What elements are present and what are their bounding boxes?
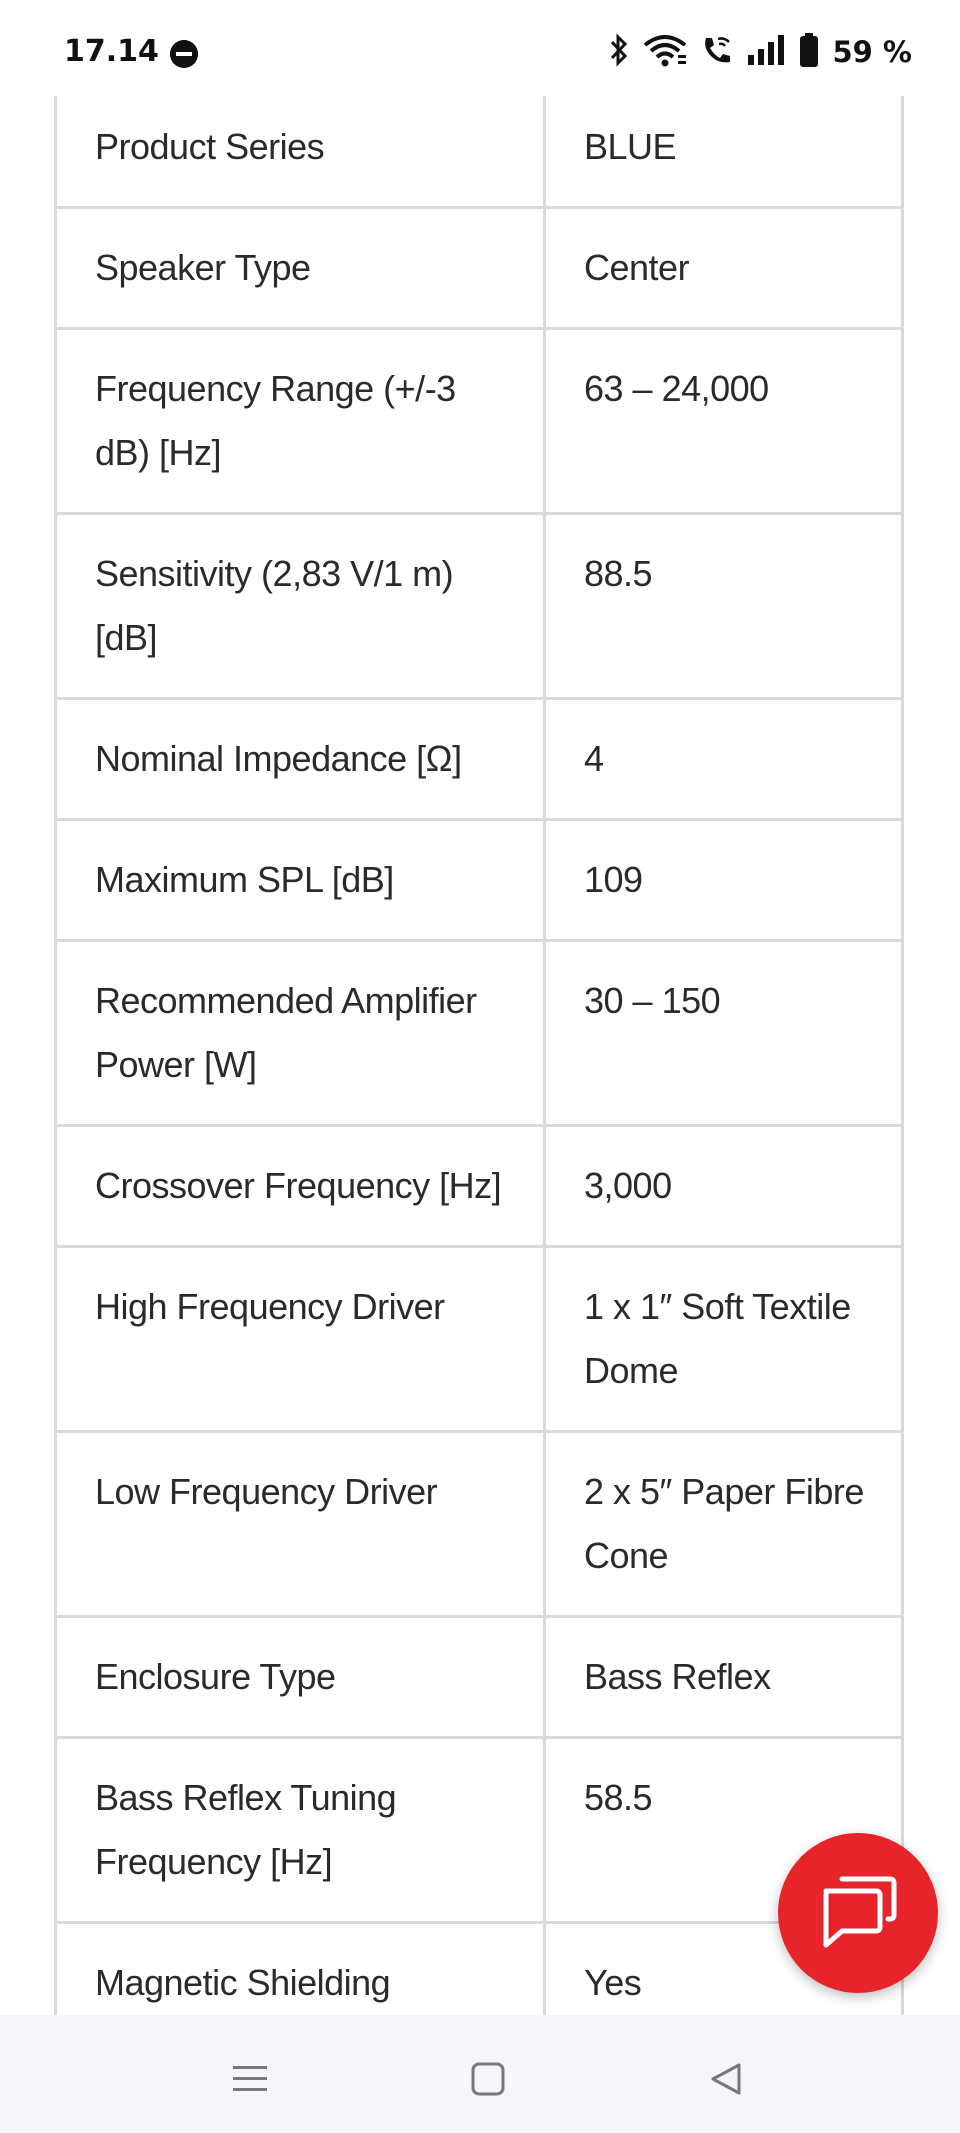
bluetooth-icon xyxy=(608,33,630,72)
spec-label: Speaker Type xyxy=(56,208,545,329)
table-row xyxy=(56,96,903,208)
spec-value: Center xyxy=(545,208,903,329)
wifi-icon xyxy=(642,33,688,72)
spec-value: 1 x 1″ Soft Textile Dome xyxy=(545,1247,903,1432)
back-icon[interactable] xyxy=(696,2049,756,2109)
table-row xyxy=(56,1617,903,1738)
wifi-calling-icon xyxy=(700,33,734,72)
menu-icon[interactable] xyxy=(220,2049,280,2109)
spec-value: 109 xyxy=(545,820,903,941)
navigation-bar xyxy=(0,2015,960,2133)
spec-label: Maximum SPL [dB] xyxy=(56,820,545,941)
table-row xyxy=(56,699,903,820)
spec-label: Low Frequency Driver xyxy=(56,1432,545,1617)
spec-value: 30 – 150 xyxy=(545,941,903,1126)
spec-label: Bass Reflex Tuning Frequency [Hz] xyxy=(56,1738,545,1923)
do-not-disturb-icon xyxy=(170,40,198,68)
spec-value: 58.5 xyxy=(545,1738,903,1923)
table-row xyxy=(56,329,903,514)
battery-level: 59 % xyxy=(832,35,912,69)
table-row xyxy=(56,1126,903,1247)
spec-label: Product Series xyxy=(56,96,545,208)
table-row xyxy=(56,514,903,699)
specifications-table xyxy=(54,96,904,2065)
spec-value: 88.5 xyxy=(545,514,903,699)
status-bar xyxy=(0,0,960,96)
battery-icon xyxy=(798,32,820,73)
spec-label: Sensitivity (2,83 V/1 m) [dB] xyxy=(56,514,545,699)
table-row xyxy=(56,1247,903,1432)
spec-label: High Frequency Driver xyxy=(56,1247,545,1432)
home-icon[interactable] xyxy=(458,2049,518,2109)
spec-label: Magnetic Shielding xyxy=(56,1923,545,2044)
chat-button[interactable] xyxy=(778,1833,938,1993)
spec-label: Enclosure Type xyxy=(56,1617,545,1738)
table-row xyxy=(56,941,903,1126)
spec-value: Bass Reflex xyxy=(545,1617,903,1738)
signal-icon xyxy=(746,33,786,72)
chat-bubbles-icon xyxy=(818,1873,898,1954)
spec-value: BLUE xyxy=(545,96,903,208)
spec-label: Recommended Amplifier Power [W] xyxy=(56,941,545,1126)
spec-value: 63 – 24,000 xyxy=(545,329,903,514)
spec-value: 2 x 5″ Paper Fibre Cone xyxy=(545,1432,903,1617)
table-row xyxy=(56,820,903,941)
table-row xyxy=(56,208,903,329)
spec-label: Frequency Range (+/-3 dB) [Hz] xyxy=(56,329,545,514)
status-icons xyxy=(608,32,912,72)
status-time: 17.14 xyxy=(64,34,159,69)
spec-value: 4 xyxy=(545,699,903,820)
spec-value: 3,000 xyxy=(545,1126,903,1247)
table-row xyxy=(56,1432,903,1617)
spec-label: Nominal Impedance [Ω] xyxy=(56,699,545,820)
spec-value: Yes xyxy=(545,1923,903,2044)
spec-label: Crossover Frequency [Hz] xyxy=(56,1126,545,1247)
table-row xyxy=(56,1738,903,1923)
